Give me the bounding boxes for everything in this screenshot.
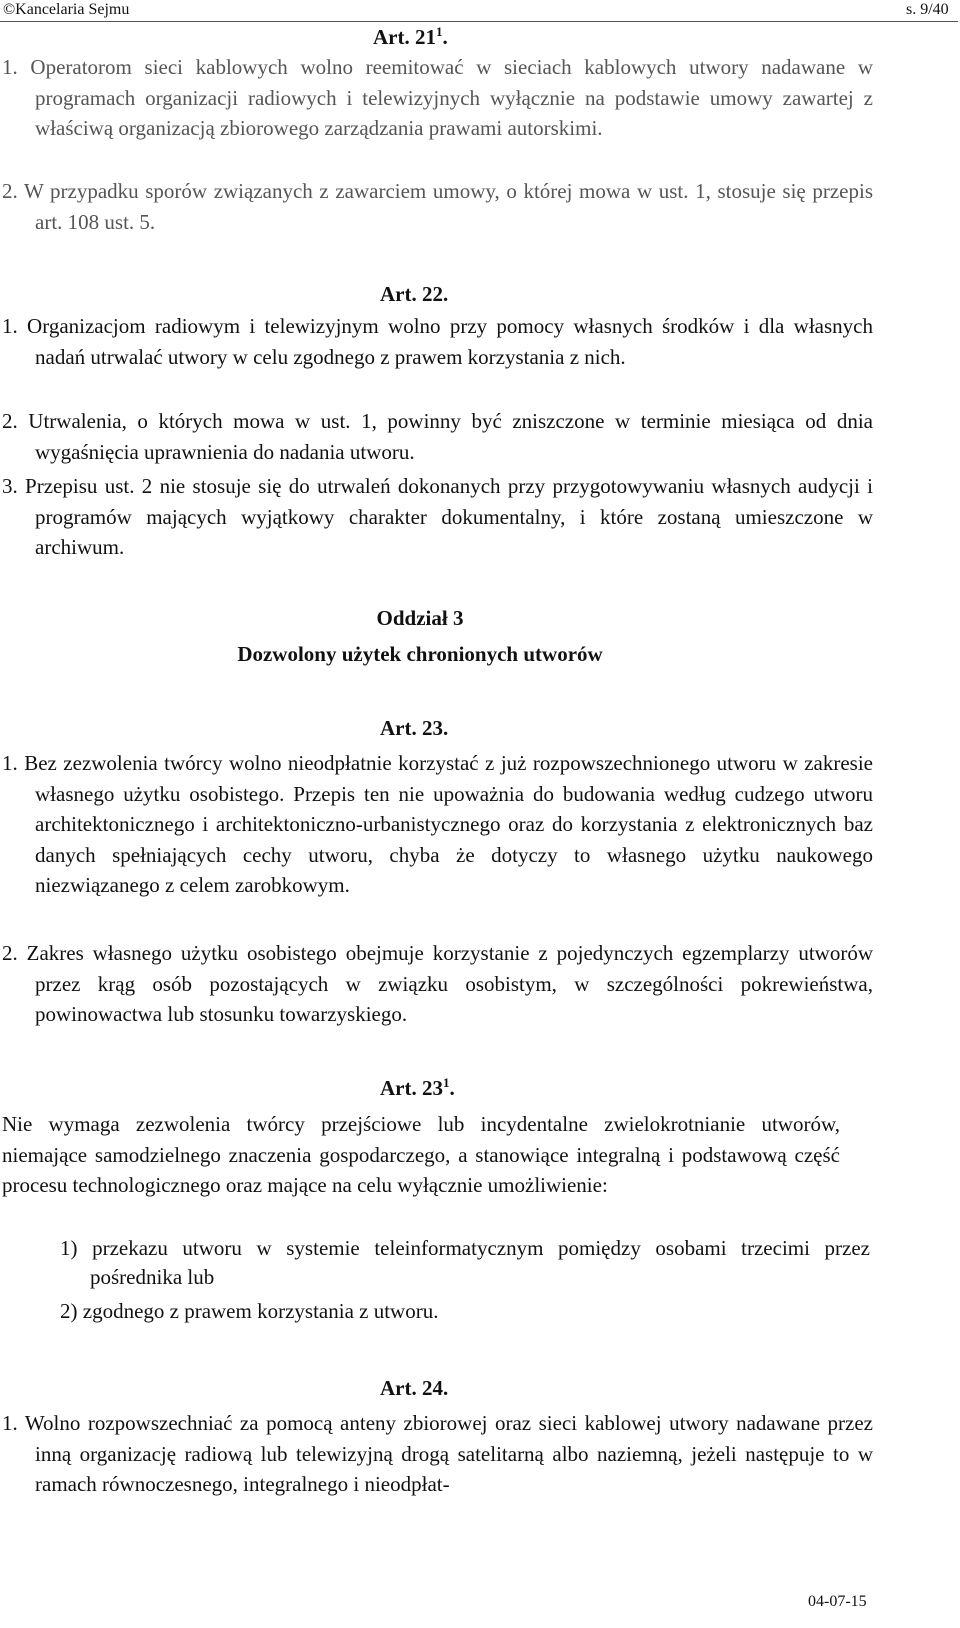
art23-1-list-item-2: 2) zgodnego z prawem korzystania z utworu. (60, 1299, 439, 1323)
article-superscript: 1 (442, 1075, 450, 1090)
header-divider (0, 21, 958, 22)
art23-1-list-item-1: 1) przekazu utworu w systemie teleinformatycznym pomiędzy osobami trzecimi przez pośrednika lub (60, 1236, 870, 1289)
art23-paragraph-1: 1. Bez zezwolenia twórcy wolno nieodpłatnie korzystać z już rozpowszechnionego utworu w zakresie własnego użytku osobistego. Przepis ten nie upoważnia do budowania według cudzego utworu architektonicznego i architektoniczno-urbanistycznego oraz do korzystania z elektronicznych baz danych spełniających cechy utworu, chyba że dotyczy to własnego użytku naukowego niezwiązanego z celem zarobkowym. (2, 751, 873, 897)
article-title: Art. 21 (373, 25, 436, 49)
section-title: Oddział 3 (376, 606, 464, 630)
header-page-number: s. 9/40 (906, 1, 949, 18)
article-title: Art. 23 (380, 1076, 443, 1100)
article-dot: . (442, 25, 448, 49)
art21-1-paragraph-2: 2. W przypadku sporów związanych z zawarciem umowy, o której mowa w ust. 1, stosuje się przepis art. 108 ust. 5. (2, 179, 873, 234)
footer-date: 04-07-15 (808, 1593, 867, 1610)
article-superscript: 1 (435, 24, 443, 39)
art24-paragraph-1: 1. Wolno rozpowszechniać za pomocą anteny zbiorowej oraz sieci kablowej utwory nadawane przez inną organizację radiową lub telewizyjną drogą satelitarną albo naziemną, jeżeli następuje to w ramach równoczesnego, integralnego i nieodpłat- (2, 1411, 873, 1496)
art23-1-intro: Nie wymaga zezwolenia twórcy przejściowe lub incydentalne zwielokrotnianie utworów, niemające samodzielnego znaczenia gospodarczego, a stanowiące integralną i podstawową część procesu technologicznego oraz mające na celu wyłącznie umożliwienie: (2, 1112, 840, 1197)
art21-1-paragraph-1: 1. Operatorom sieci kablowych wolno reemitować w sieciach kablowych utwory nadawane w programach organizacji radiowych i telewizyjnych wyłącznie na podstawie umowy zawartej z właściwą organizacją zbiorowego zarządzania prawami autorskimi. (2, 55, 873, 140)
article-22-heading: Art. 22. (380, 282, 449, 306)
header-copyright: ©Kancelaria Sejmu (3, 1, 130, 18)
article-23-1-heading (380, 1075, 455, 1101)
article-21-1-heading (373, 24, 448, 50)
art22-paragraph-2: 2. Utrwalenia, o których mowa w ust. 1, powinny być zniszczone w terminie miesiąca od dnia wygaśnięcia uprawnienia do nadania utworu. (2, 409, 873, 464)
art22-paragraph-3: 3. Przepisu ust. 2 nie stosuje się do utrwaleń dokonanych przy przygotowywaniu własnych audycji i programów mających wyjątkowy charakter dokumentalny, i które zostaną umieszczone w archiwum. (2, 474, 873, 559)
article-24-heading: Art. 24. (380, 1376, 449, 1400)
article-dot: . (449, 1076, 455, 1100)
art23-paragraph-2: 2. Zakres własnego użytku osobistego obejmuje korzystanie z pojedynczych egzemplarzy utworów przez krąg osób pozostających w związku osobistym, w szczególności pokrewieństwa, powinowactwa lub stosunku towarzyskiego. (2, 941, 873, 1026)
art22-paragraph-1: 1. Organizacjom radiowym i telewizyjnym wolno przy pomocy własnych środków i dla własnych nadań utrwalać utwory w celu zgodnego z prawem korzystania z nich. (2, 314, 873, 369)
section-subtitle: Dozwolony użytek chronionych utworów (237, 642, 603, 666)
article-23-heading: Art. 23. (380, 716, 449, 740)
